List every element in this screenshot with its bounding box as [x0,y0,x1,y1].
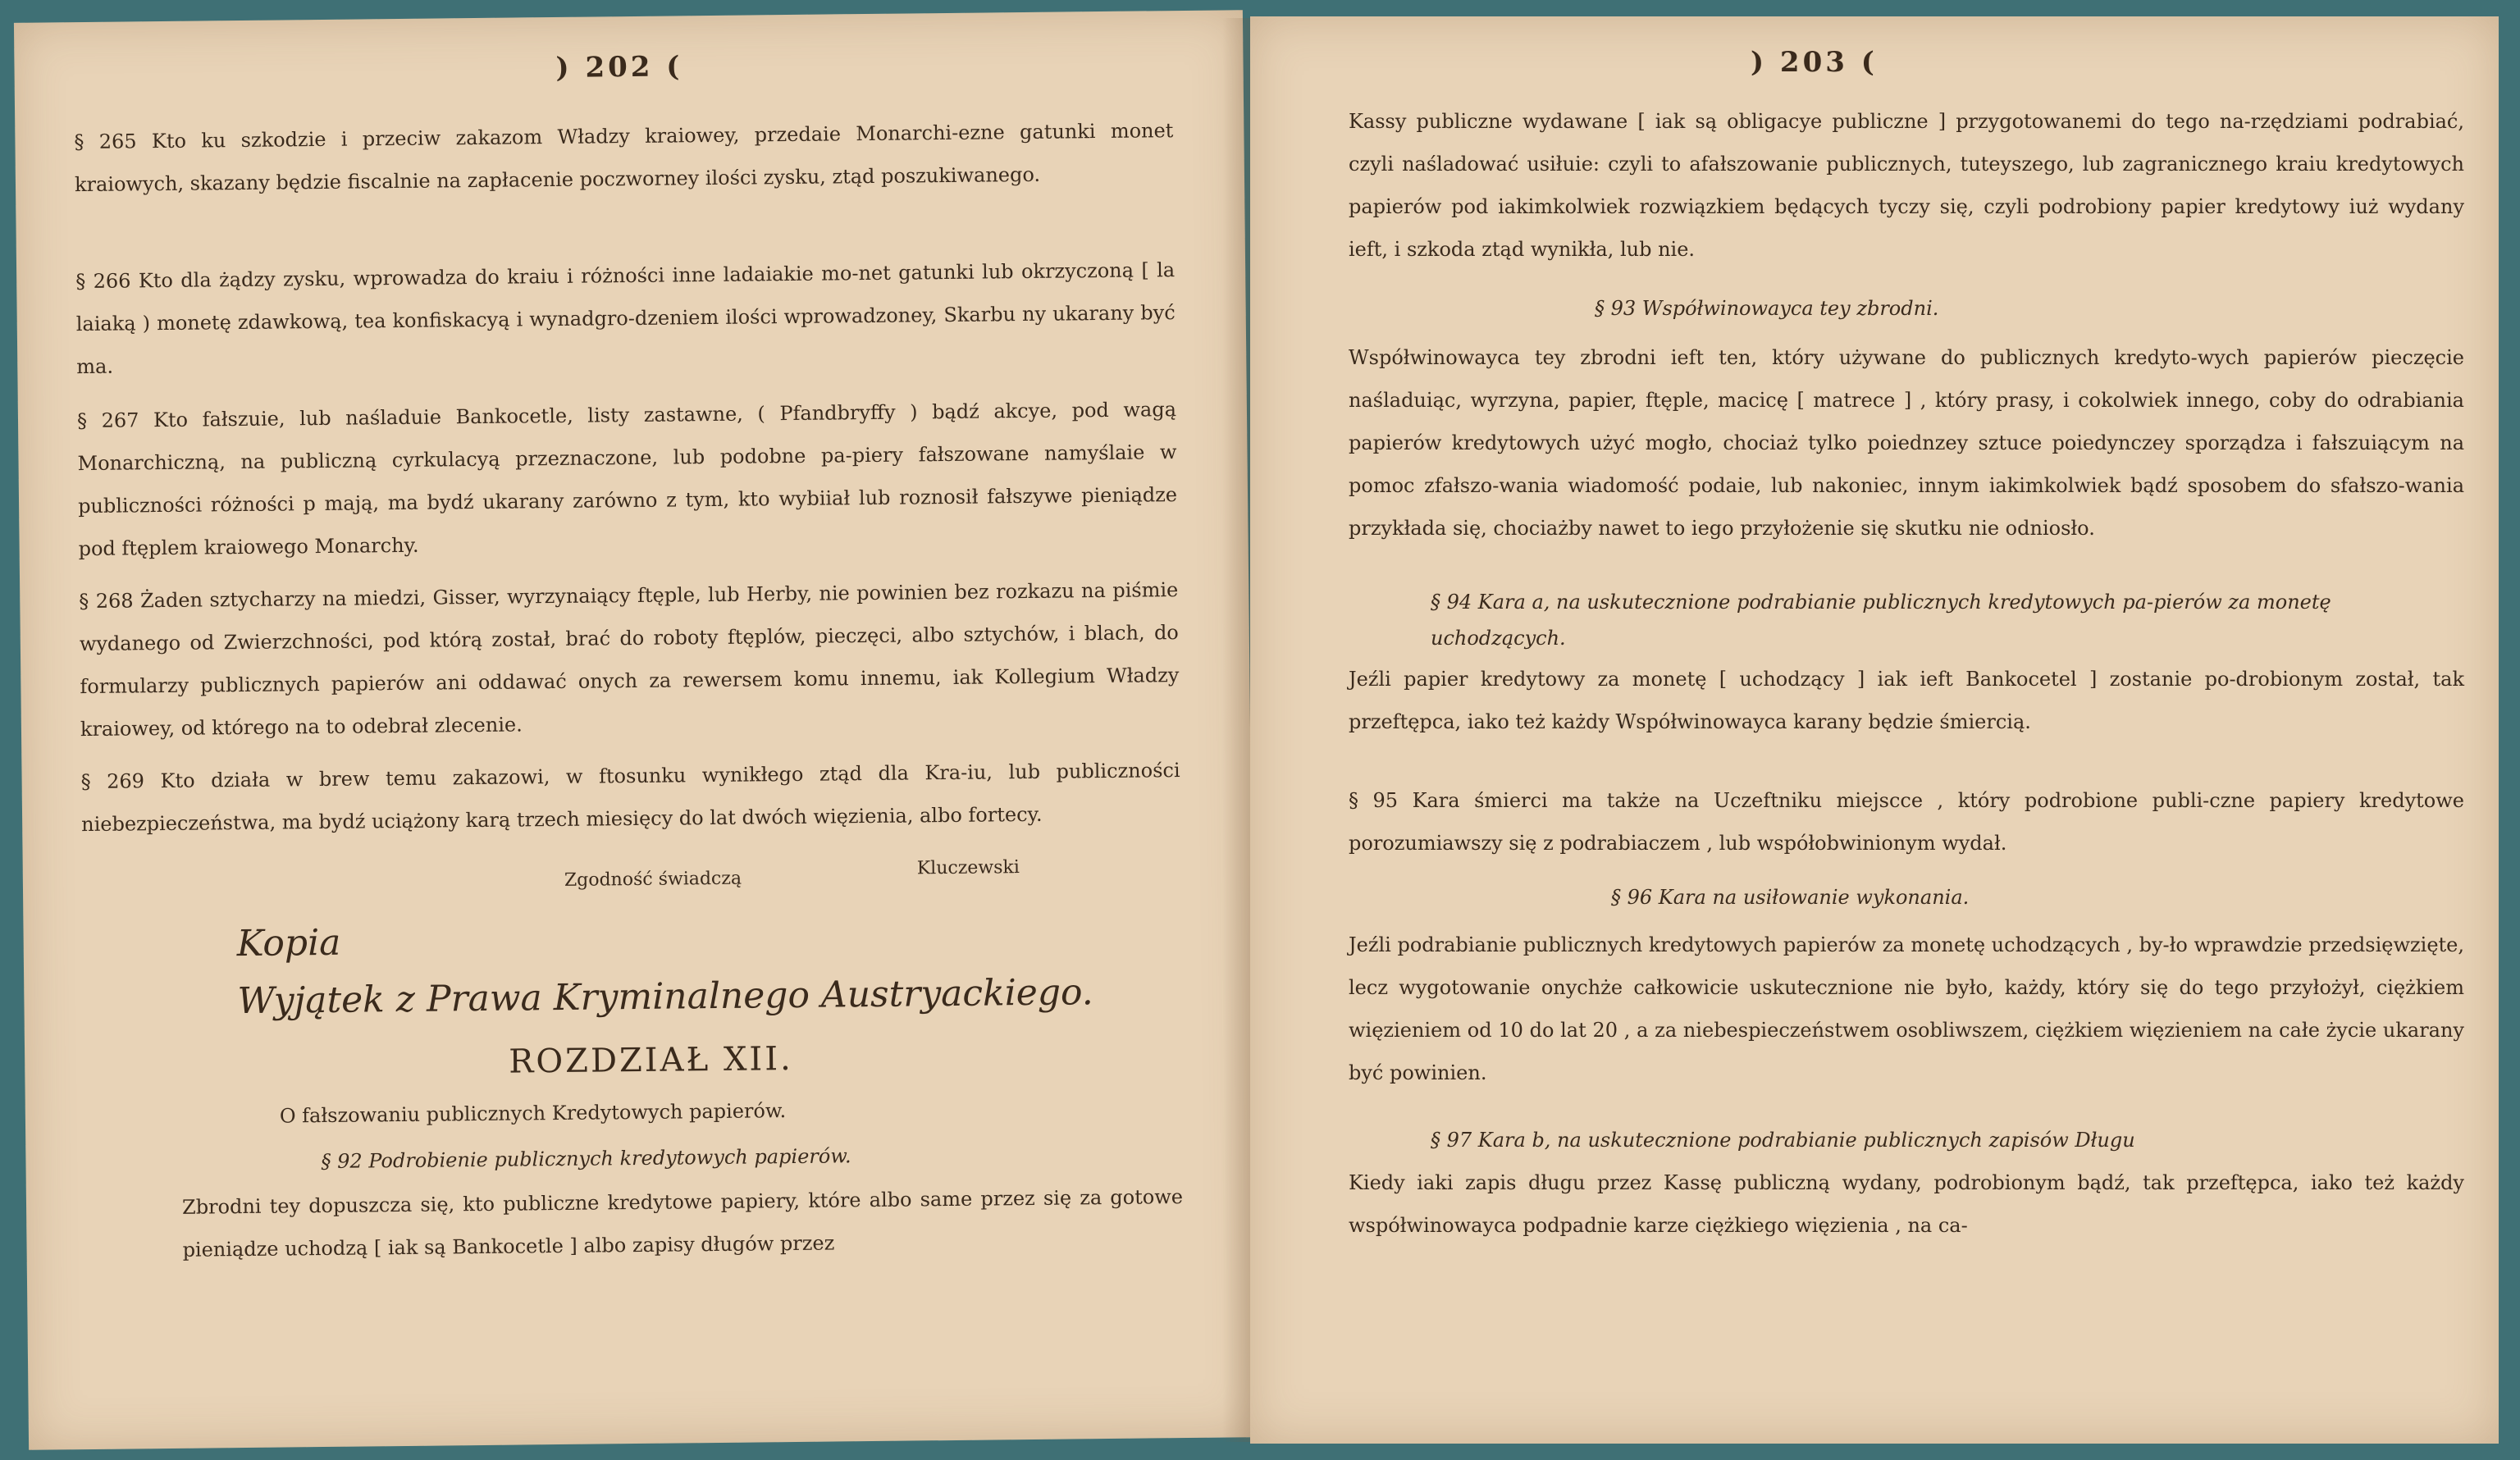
section-subtitle: O fałszowaniu publicznych Kredytowych papierów. [279,1099,787,1128]
paragraph-96-heading: § 96 Kara na usiłowanie wykonania. [1611,886,1970,909]
left-page [14,10,1258,1450]
signature-text: Zgodność świadczą [564,868,742,891]
paragraph-265: § 265 Kto ku szkodzie i przeciw zakazom Władzy kraiowey, przedaie Monarchi-ezne gatunki monet kraiowych, skazany będzie fiscalnie na zapłacenie poczworney ilości zysku, ztąd poszukiwanego. [74,119,1174,197]
paragraph-96: Jeźli podrabianie publicznych kredytowych papierów za monetę uchodzących , by-ło wprawdzie przedsięwzięte, lecz wygotowanie onychże całkowicie uskutecznione nie było, każdy, który się do tego przyłożył, ciężkiem więzieniem od 10 do lat 20 , a za niebespieczeństwem osobliwszem, ciężkiem więzieniem na całe życie ukarany być powinien. [1349,933,2465,1084]
paragraph-93-heading: § 93 Współwinowayca tey zbrodni. [1595,297,1939,320]
signer-name: Kluczewski [916,857,1020,879]
paragraph-97: Kiedy iaki zapis długu przez Kassę publiczną wydany, podrobionym bądź, tak przeftępca, iako też każdy współwinowayca podpadnie karze ciężkiego więzienia , na ca- [1349,1171,2464,1237]
paragraph-94: Jeźli papier kredytowy za monetę [ uchodzący ] iak ieft Bankocetel ] zostanie po-drobionym został, tak przeftępca, iako też każdy Współwinowayca karany będzie śmiercią. [1349,668,2464,733]
paragraph-92-heading: § 92 Podrobienie publicznych kredytowych papierów. [321,1144,851,1174]
paragraph-266: § 266 Kto dla żądzy zysku, wprowadza do kraiu i różności inne ladaiakie mo-net gatunki lub okrzyczoną [ la laiaką ) monetę zdawkową, tea konfiskacyą i wynadgro-dzeniem ilości wprowadzoney, Skarbu ny ukarany być ma. [75,258,1176,379]
right-page [1250,16,2499,1444]
paragraph-269: § 269 Kto działa w brew temu zakazowi, w ftosunku wynikłego ztąd dla Kra-iu, lub publiczności niebezpieczeństwa, ma bydź uciążony karą trzech miesięcy do lat dwóch więzienia, albo fortecy. [80,759,1180,837]
paragraph-268: § 268 Żaden sztycharzy na miedzi, Gisser, wyrzynaiący ftęple, lub Herby, nie powinien bez rozkazu na piśmie wydanego od Zwierzchności, pod którą został, brać do roboty ftęplów, pieczęci, albo sztychów, i blach, do formularzy publicznych papierów ani oddawać onych za rewersem komu innemu, iak Kollegium Władzy kraiowey, od którego na to odebrał zlecenie. [79,578,1180,741]
paragraph-92: Zbrodni tey dopuszcza się, kto publiczne kredytowe papiery, które albo same przez się za gotowe pieniądze uchodzą [ iak są Bankocetle ] albo zapisy długów przez [181,1185,1184,1262]
paragraph-97-heading: § 97 Kara b, na uskutecznione podrabianie publicznych zapisów Długu [1431,1129,2135,1152]
page-number-right: ) 203 ( [1751,46,1878,79]
page-number-left: ) 202 ( [555,50,683,84]
paragraph-93: Współwinowayca tey zbrodni ieft ten, który używane do publicznych kredyto-wych papierów pieczęcie naśladuiąc, wyrzyna, papier, ftęple, macicę [ matrece ] , który prasy, i cokolwiek innego, coby do odrabiania papierów kredytowych użyć mogło, chociaż tylko poiednzey sztuce poiedynczey sporządza i fałszuiącym na pomoc zfałszo-wania wiadomość podaie, lub nakoniec, innym iakimkolwiek bądź sposobem do sfałszo-wania przykłada się, chociażby nawet to iego przyłożenie się skutku nie odniosło. [1349,346,2464,540]
paragraph-95: § 95 Kara śmierci ma także na Uczeftniku miejscce , który podrobione publi-czne papiery kredytowe porozumiawszy się z podrabiaczem , lub współobwinionym wydał. [1349,789,2464,855]
chapter-heading: ROZDZIAŁ XII. [508,1040,793,1081]
kopia-heading: Kopia [236,921,341,965]
paragraph-267: § 267 Kto fałszuie, lub naśladuie Bankocetle, listy zastawne, ( Pfandbryffy ) bądź akcye, pod wagą Monarchiczną, na publiczną cyrkulacyą przeznaczone, lub podobne pa-piery fałszowane namyślaie w publiczności różności p mają, ma bydź ukarany zarówno z tym, kto wybiiał lub roznosił fałszywe pieniądze pod ftęplem kraiowego Monarchy. [76,398,1178,561]
paragraph-94-heading: § 94 Kara a, na uskutecznione podrabianie publicznych kredytowych pa-pierów za monetę uchodzących. [1431,591,2331,650]
paragraph-continuation: Kassy publiczne wydawane [ iak są obligacye publiczne ] przygotowanemi do tego na-rzędziami podrabiać, czyli naśladować usiłuie: czyli to afałszowanie publicznych, tuteyszego, lub zagranicznego kraiu kredytowych papierów pod iakimkolwiek rozwiązkiem będących tyczy się, czyli podrobiony papier kredytowy iuż wydany ieft, i szkoda ztąd wynikła, lub nie. [1349,110,2464,261]
wyjatek-heading: Wyjątek z Prawa Kryminalnego Austryackiego. [237,971,1093,1023]
